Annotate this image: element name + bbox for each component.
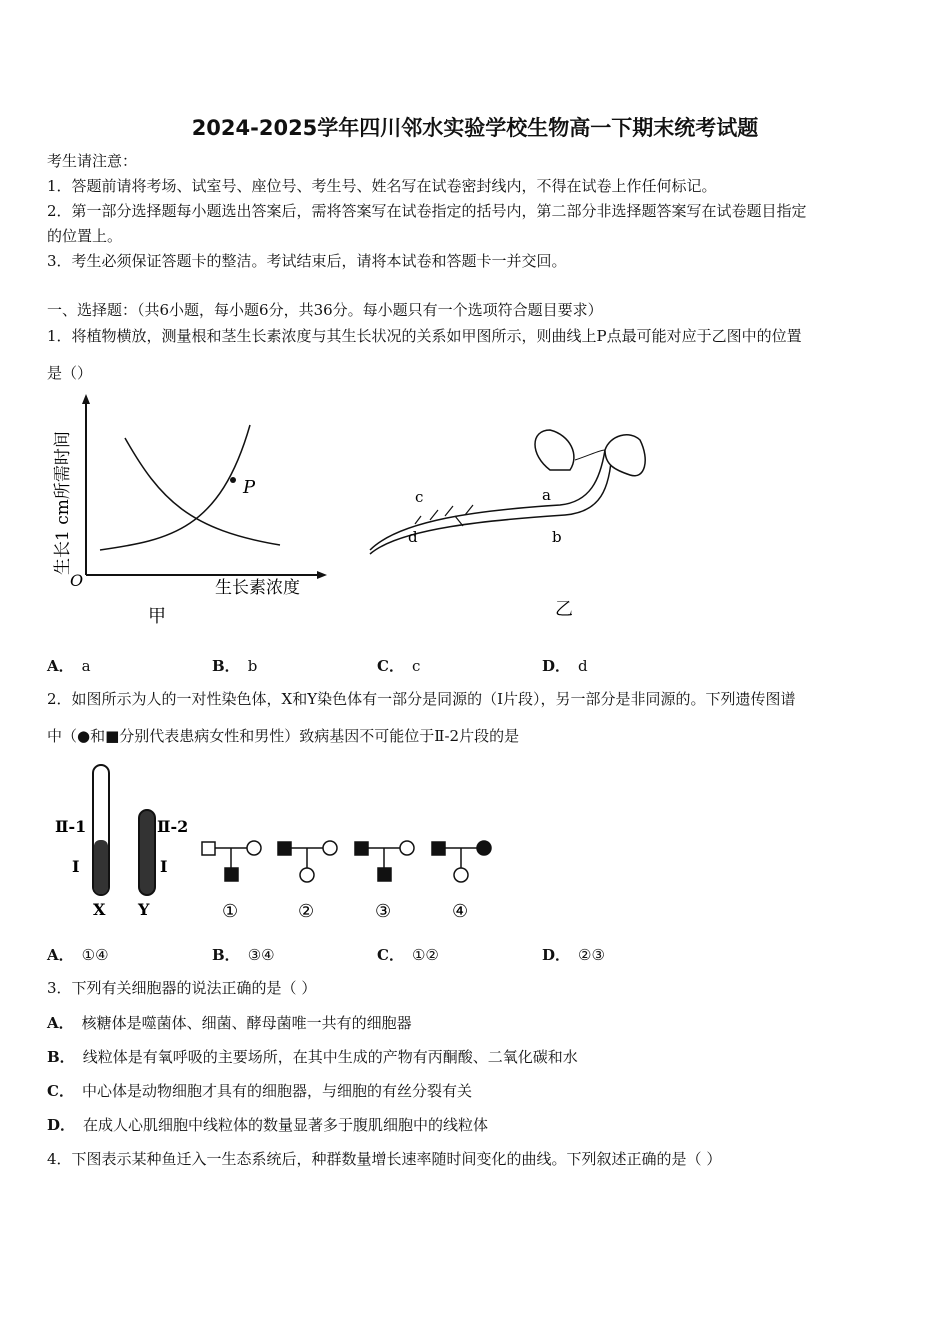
pedigree-3-label: ③ — [375, 901, 392, 922]
notice-item: 的位置上。 — [47, 227, 123, 245]
figure-jia-graph — [40, 390, 340, 630]
option-text: b — [247, 657, 258, 675]
option-a[interactable] — [47, 944, 109, 965]
option-b[interactable] — [47, 1046, 578, 1067]
pedigree-2-label: ② — [298, 901, 315, 922]
option-text: ①④ — [81, 946, 109, 964]
question-2-stem: 2．如图所示为人的一对性染色体，X和Y染色体有一部分是同源的（Ⅰ片段），另一部分是非同源的。下列遗传图谱 — [47, 690, 796, 708]
option-text: ③④ — [247, 946, 275, 964]
option-letter: B． — [212, 657, 240, 675]
label-ii-2: Ⅱ-2 — [157, 817, 189, 836]
option-letter: A． — [47, 1014, 74, 1032]
origin-label: O — [70, 571, 84, 590]
option-c[interactable] — [377, 655, 420, 676]
notice-heading: 考生请注意： — [47, 152, 138, 170]
question-2-stem-cont: 中（●和■分别代表患病女性和男性）致病基因不可能位于Ⅱ-2片段的是 — [47, 727, 520, 745]
option-text: ①② — [411, 946, 439, 964]
option-text: 在成人心肌细胞中线粒体的数量显著多于腹肌细胞中的线粒体 — [83, 1116, 489, 1134]
y-axis-label: 生长1 cm所需时间 — [53, 431, 73, 575]
label-i: Ⅰ — [72, 857, 80, 876]
option-d[interactable] — [542, 944, 605, 965]
option-c[interactable] — [47, 1080, 472, 1101]
label-ii-1: Ⅱ-1 — [55, 817, 87, 836]
question-3-stem: 3．下列有关细胞器的说法正确的是（ ） — [47, 979, 317, 997]
question-4-stem: 4．下图表示某种鱼迁入一生态系统后，种群数量增长速率随时间变化的曲线。下列叙述正确的是（ ） — [47, 1150, 722, 1168]
label-i: Ⅰ — [160, 857, 168, 876]
option-b[interactable] — [212, 655, 257, 676]
option-letter: C． — [47, 1082, 74, 1100]
option-letter: C． — [377, 946, 404, 964]
option-d[interactable] — [47, 1114, 488, 1135]
option-text: ②③ — [578, 946, 605, 964]
notice-item: 1．答题前请将考场、试室号、座位号、考生号、姓名写在试卷密封线内，不得在试卷上作任何标记。 — [47, 177, 717, 195]
point-p-label: P — [243, 477, 256, 498]
option-letter: A． — [47, 946, 74, 964]
option-text: 中心体是动物细胞才具有的细胞器，与细胞的有丝分裂有关 — [81, 1082, 472, 1100]
option-letter: C． — [377, 657, 404, 675]
option-a[interactable] — [47, 655, 91, 676]
label-d: d — [408, 528, 418, 546]
label-b: b — [552, 528, 562, 546]
option-letter: B． — [212, 946, 240, 964]
section-heading: 一、选择题：（共6小题，每小题6分，共36分。每小题只有一个选项符合题目要求） — [47, 301, 603, 319]
page-title: 2024-2025学年四川邻水实验学校生物高一下期末统考试题 — [191, 116, 759, 140]
option-letter: D． — [47, 1116, 76, 1134]
pedigree-1-label: ① — [222, 901, 239, 922]
option-a[interactable] — [47, 1012, 412, 1033]
figure-caption: 乙 — [555, 599, 573, 620]
option-letter: A． — [47, 657, 74, 675]
question-1-stem-cont: 是（） — [47, 364, 93, 382]
x-axis-label: 生长素浓度 — [215, 578, 300, 598]
option-text: a — [81, 657, 91, 675]
option-text: d — [578, 657, 588, 675]
option-d[interactable] — [542, 655, 588, 676]
question-1-stem: 1．将植物横放，测量根和茎生长素浓度与其生长状况的关系如甲图所示，则曲线上P点最可能对应于乙图中的位置 — [47, 327, 802, 345]
label-x: X — [93, 900, 106, 919]
option-letter: D． — [542, 657, 571, 675]
figure-caption: 甲 — [148, 606, 166, 627]
notice-item: 2．第一部分选择题每小题选出答案后，需将答案写在试卷指定的括号内，第二部分非选择题答案写在试卷题目指定 — [47, 202, 807, 220]
option-text: 线粒体是有氧呼吸的主要场所，在其中生成的产物有丙酮酸、二氧化碳和水 — [82, 1048, 578, 1066]
option-text: c — [411, 657, 421, 675]
option-text: 核糖体是噬菌体、细菌、酵母菌唯一共有的细胞器 — [81, 1014, 412, 1032]
label-c: c — [415, 488, 424, 506]
pedigree-4-label: ④ — [452, 901, 469, 922]
option-letter: B． — [47, 1048, 75, 1066]
label-a: a — [542, 486, 551, 504]
label-y: Y — [138, 900, 150, 919]
figure-yi-plant — [360, 420, 660, 630]
option-b[interactable] — [212, 944, 275, 965]
figure-chromosomes-pedigrees — [50, 760, 510, 930]
notice-item: 3．考生必须保证答题卡的整洁。考试结束后，请将本试卷和答题卡一并交回。 — [47, 252, 567, 270]
option-letter: D． — [542, 946, 571, 964]
option-c[interactable] — [377, 944, 439, 965]
